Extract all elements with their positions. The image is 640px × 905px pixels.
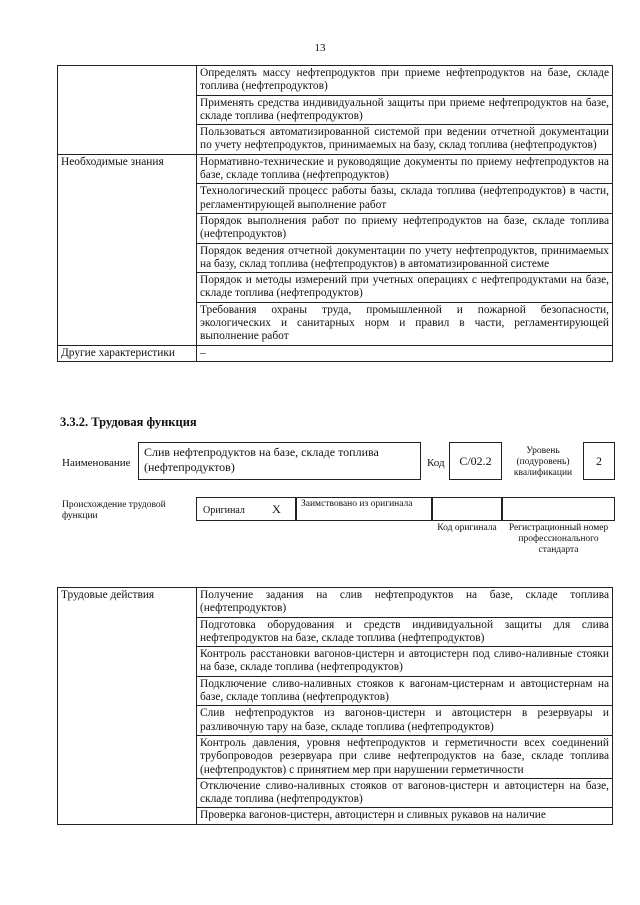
- action-cell: Подготовка оборудования и средств индивидуальной защиты для слива нефтепродуктов на базе, складе топлива (нефтепродуктов): [197, 617, 613, 647]
- table-row: [58, 154, 613, 184]
- borrowed-label: Заимствовано из оригинала: [296, 497, 432, 521]
- labor-actions-label: Трудовые действия: [58, 588, 197, 825]
- section-title: 3.3.2. Трудовая функция: [60, 415, 197, 429]
- table-row: [58, 588, 613, 618]
- knowledge-cell: Технологический процесс работы базы, склада топлива (нефтепродуктов) в части, регламентирующей выполнение работ: [197, 184, 613, 214]
- registration-number-box: [502, 497, 615, 521]
- skill-cell: Определять массу нефтепродуктов при приеме нефтепродуктов на базе, складе топлива (нефтепродуктов): [197, 66, 613, 96]
- knowledge-cell: Порядок и методы измерений при учетных операциях с нефтепродуктами на базе, складе топлива (нефтепродуктов): [197, 273, 613, 303]
- level-value: 2: [583, 442, 615, 480]
- skills-knowledge-table: [57, 65, 613, 362]
- action-cell: Получение задания на слив нефтепродуктов на базе, складе топлива (нефтепродуктов): [197, 588, 613, 618]
- registration-caption: Регистрационный номер профессионального стандарта: [508, 523, 609, 555]
- action-cell: Проверка вагонов-цистерн, автоцистерн и сливных рукавов на наличие: [197, 808, 613, 824]
- other-characteristics-label: Другие характеристики: [58, 345, 197, 361]
- name-label: Наименование: [62, 457, 131, 469]
- knowledge-cell: Нормативно-технические и руководящие документы по приему нефтепродуктов на базе, складе топлива (нефтепродуктов): [197, 154, 613, 184]
- table-row: [58, 66, 613, 96]
- function-name-value: Слив нефтепродуктов на базе, складе топлива (нефтепродуктов): [138, 442, 421, 480]
- empty-label-cell: [58, 66, 197, 155]
- origin-label: Происхождение трудовой функции: [62, 500, 166, 521]
- action-cell: Контроль давления, уровня нефтепродуктов и герметичности всех соединений трубопроводов резервуара при сливе нефтепродуктов на базе, складе топлива (нефтепродуктов) с принятием мер при нарушении герметичности: [197, 735, 613, 778]
- code-label: Код: [427, 457, 445, 469]
- original-label: Оригинал: [196, 497, 258, 521]
- page-number: 13: [314, 42, 326, 54]
- skill-cell: Пользоваться автоматизированной системой при ведении отчетной документации по учету нефтепродуктов, принимаемых на базу, склад топлива (нефтепродуктов): [197, 125, 613, 155]
- action-cell: Подключение сливо-наливных стояков к вагонам-цистернам и автоцистернам на базе, складе топлива (нефтепродуктов): [197, 676, 613, 706]
- level-label: Уровень (подуровень) квалификации: [513, 446, 573, 478]
- original-code-box: [432, 497, 502, 521]
- code-caption: Код оригинала: [437, 523, 497, 533]
- other-characteristics-value: –: [197, 345, 613, 361]
- action-cell: Отключение сливо-наливных стояков от вагонов-цистерн и автоцистерн на базе, складе топлива (нефтепродуктов): [197, 778, 613, 808]
- code-value: С/02.2: [449, 442, 502, 480]
- knowledge-cell: Порядок выполнения работ по приему нефтепродуктов на базе, складе топлива (нефтепродуктов): [197, 213, 613, 243]
- knowledge-label: Необходимые знания: [58, 154, 197, 345]
- knowledge-cell: Требования охраны труда, промышленной и пожарной безопасности, экологических и санитарных норм и правил в части, регламентирующей выполнение работ: [197, 302, 613, 345]
- action-cell: Контроль расстановки вагонов-цистерн и автоцистерн под сливо-наливные стояки на базе, складе топлива (нефтепродуктов): [197, 647, 613, 677]
- action-cell: Слив нефтепродуктов из вагонов-цистерн и автоцистерн в резервуары и разливочную тару на базе, складе топлива (нефтепродуктов): [197, 706, 613, 736]
- knowledge-cell: Порядок ведения отчетной документации по учету нефтепродуктов, принимаемых на базу, склад топлива (нефтепродуктов) в автоматизированной системе: [197, 243, 613, 273]
- labor-actions-table: [57, 587, 613, 825]
- skill-cell: Применять средства индивидуальной защиты при приеме нефтепродуктов на базе, складе топлива (нефтепродуктов): [197, 95, 613, 125]
- table-row: [58, 345, 613, 361]
- original-mark: Х: [258, 497, 296, 521]
